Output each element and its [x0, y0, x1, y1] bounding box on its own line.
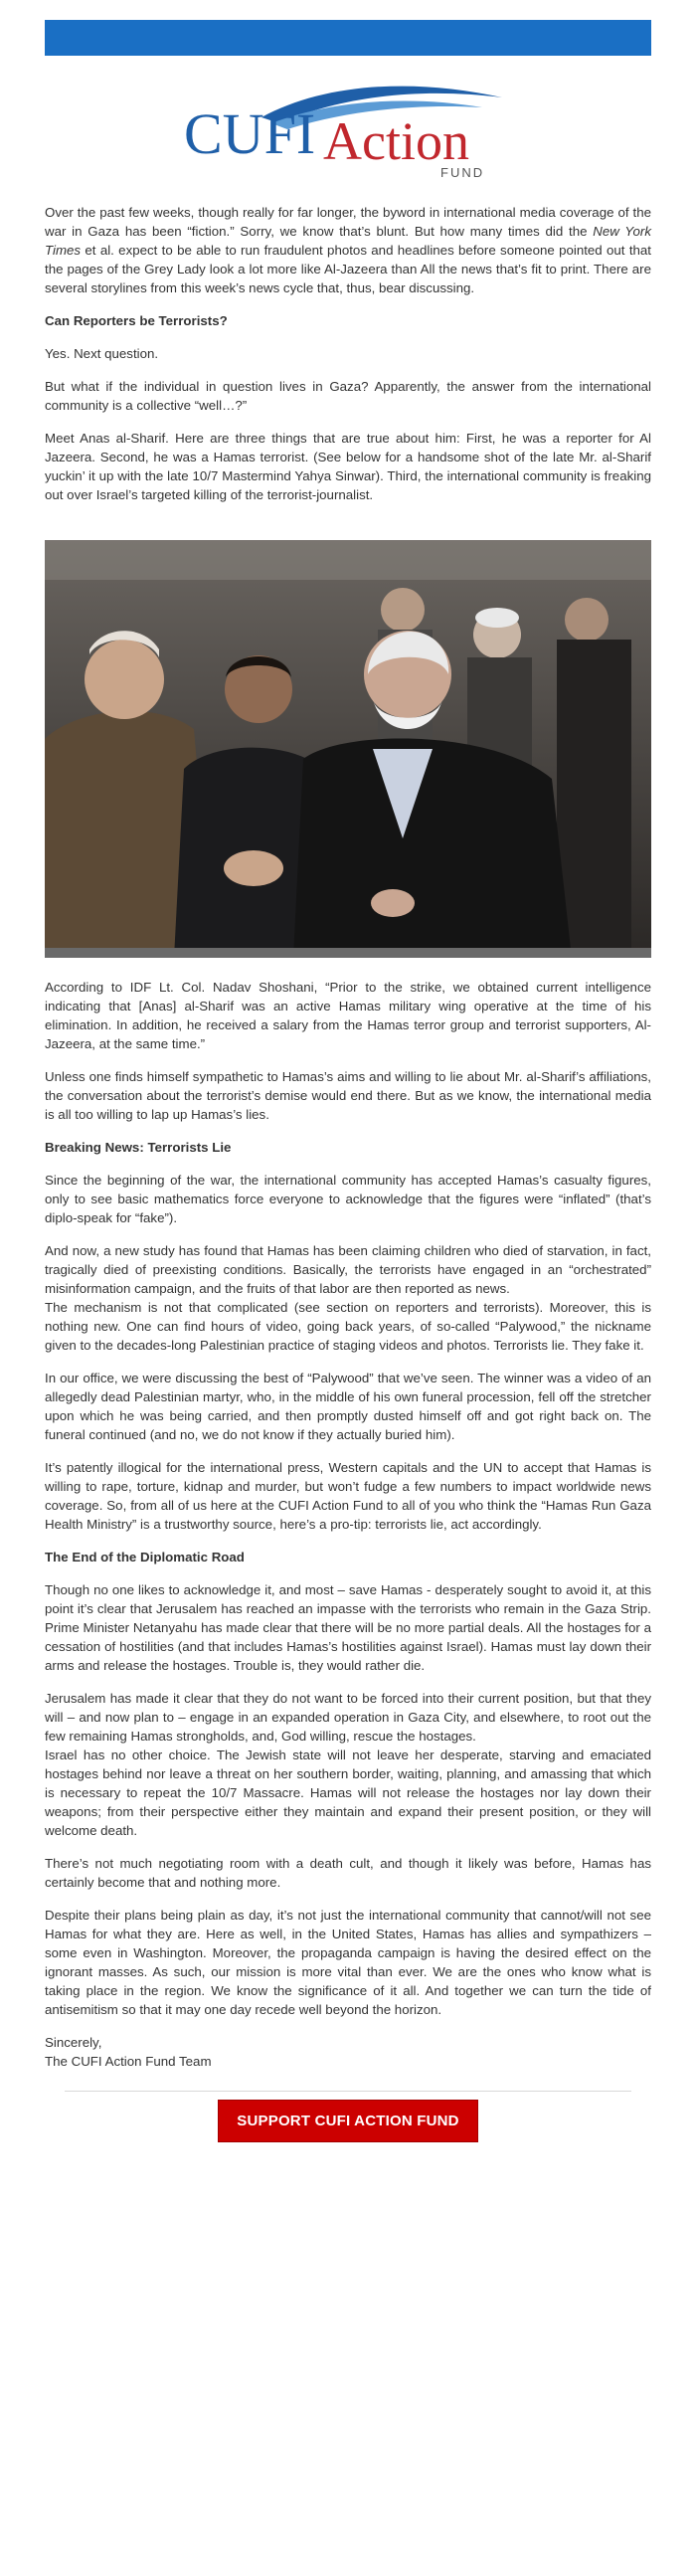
paragraph-study: And now, a new study has found that Hamas has been claiming children who died of starvation, in fact, tragically died of preexisting conditions. Basically, the terrorists have engaged in an “orchestrated” misinformation campaign, and the fruits of that labor are then reported as news. [45, 1243, 651, 1296]
paragraph-death-cult: There’s not much negotiating room with a death cult, and though it likely was before, Hamas has certainly become that and nothing more. [45, 1856, 651, 1890]
divider [65, 2091, 631, 2092]
intro-emphasis: New York Times [45, 224, 651, 258]
logo-word-cufi: CUFI [184, 101, 316, 166]
intro-text-1: Over the past few weeks, though really for far longer, the byword in international media coverage of the war in Gaza has been “fiction.” Sorry, we know that’s blunt. But how many times did the [45, 205, 651, 239]
section-heading-terrorists-lie: Breaking News: Terrorists Lie [45, 1140, 232, 1155]
paragraph-idf: According to IDF Lt. Col. Nadav Shoshani, “Prior to the strike, we obtained current intelligence indicating that [Anas] al-Sharif was an active Hamas military wing operative at the time of his elimination. In addition, he received a salary from the Hamas terror group and terrorist supporters, Al-Jazeera, at the same time.” [45, 980, 651, 1051]
paragraph-yes: Yes. Next question. [45, 346, 159, 361]
paragraph-anas: Meet Anas al-Sharif. Here are three things that are true about him: First, he was a reporter for Al Jazeera. Second, he was a Hamas terrorist. (See below for a handsome shot of the late Mr. al-Sharif yuckin’ it up with the late 10/7 Mastermind Yahya Sinwar). Third, the international community is freaking out over Israel’s targeted killing of the terrorist-journalist. [45, 431, 651, 502]
photo-illustration [45, 540, 651, 958]
signature-block [45, 2033, 651, 2071]
logo-word-action: Action [323, 111, 469, 171]
paragraph-gaza: But what if the individual in question lives in Gaza? Apparently, the answer from the international community is a collective “well…?” [45, 379, 651, 413]
article-photo [45, 540, 651, 958]
paragraph-jerusalem: Jerusalem has made it clear that they do not want to be forced into their current position, but that they will – and now plan to – engage in an expanded operation in Gaza City, and elsewhere, to root out the few remaining Hamas strongholds, and, God willing, rescue the hostages. [45, 1691, 651, 1744]
section-heading-reporters: Can Reporters be Terrorists? [45, 313, 228, 328]
paragraph-despite: Despite their plans being plain as day, it’s not just the international community that cannot/will not see Hamas for what they are. Here as well, in the United States, Hamas has allies and sympathizers – some even in Washington. Moreover, the propaganda campaign is having the desired effect on the ignorant masses. As such, our mission is more vital than ever. We are the ones who know what is taking place in the region. We know the significance of it all. And together we can turn the tide of antisemitism so that it may one day recede well beyond the horizon. [45, 1908, 651, 2017]
cta-container [45, 2100, 651, 2142]
cufi-action-fund-logo[interactable] [184, 74, 512, 183]
logo-word-fund: FUND [440, 165, 485, 180]
sign-off: Sincerely, [45, 2035, 102, 2050]
paragraph-since: Since the beginning of the war, the international community has accepted Hamas’s casualty figures, only to see basic mathematics force everyone to acknowledge that the figures were “inflated” (that’s diplo-speak for “fake”). [45, 1173, 651, 1225]
support-cufi-action-fund-button[interactable]: SUPPORT CUFI ACTION FUND [218, 2100, 477, 2142]
paragraph-though: Though no one likes to acknowledge it, and most – save Hamas - desperately sought to avoid it, at this point it’s clear that Jerusalem has reached an impasse with the terrorists who remain in the Gaza Strip. Prime Minister Netanyahu has made clear that there will be no more partial deals. All the hostages for a cessation of hostilities (and that includes Hamas’s hostilities against Israel). Hamas must lay down their arms and release the hostages. Trouble is, they would rather die. [45, 1582, 651, 1673]
paragraph-israel: Israel has no other choice. The Jewish state will not leave her desperate, starving and emaciated hostages behind nor leave a threat on her southern border, waiting, planning, and amassing that which is necessary to repeat the 10/7 Massacre. Hamas will not release the hostages nor lay down their weapons; from their perspective either they maintain and expand their present position, or they will welcome death. [45, 1748, 651, 1838]
paragraph-mechanism: The mechanism is not that complicated (see section on reporters and terrorists). Moreover, this is nothing new. One can find hours of video, going back years, of so-called “Palywood,” the nickname given to the decades-long Palestinian practice of staging videos and photos. Terrorists lie. They fake it. [45, 1300, 651, 1353]
section-heading-diplomatic-road: The End of the Diplomatic Road [45, 1550, 245, 1564]
intro-text-2: et al. expect to be able to run fraudulent photos and headlines before someone pointed out that the pages of the Grey Lady look a lot more like Al-Jazeera than All the news that’s fit to print. There are several storylines from this week’s news cycle that, thus, bear discussing. [45, 243, 651, 295]
paragraph-unless: Unless one finds himself sympathetic to Hamas’s aims and willing to lie about Mr. al-Sharif’s affiliations, the conversation about the terrorist’s demise would end there. But as we know, the international media is all too willing to lap up Hamas’s lies. [45, 1069, 651, 1122]
logo-graphic [184, 74, 512, 183]
intro-paragraph [45, 203, 651, 297]
article-body [45, 203, 651, 2142]
paragraph-illogical: It’s patently illogical for the international press, Western capitals and the UN to accept that Hamas is willing to rape, torture, kidnap and murder, but won’t fudge a few numbers to impact worldwide news coverage. So, from all of us here at the CUFI Action Fund to all of you who think the “Hamas Run Gaza Health Ministry” is a trustworthy source, here’s a pro-tip: terrorists lie, act accordingly. [45, 1460, 651, 1532]
paragraph-office: In our office, we were discussing the best of “Palywood” that we’ve seen. The winner was a video of an allegedly dead Palestinian martyr, who, in the middle of his own funeral procession, fell off the stretcher upon which he was being carried, and then promptly dusted himself off and got right back on. The funeral continued (and no, we do not know if they actually buried him). [45, 1371, 651, 1442]
header-bar [45, 20, 651, 56]
sign-name: The CUFI Action Fund Team [45, 2054, 212, 2069]
